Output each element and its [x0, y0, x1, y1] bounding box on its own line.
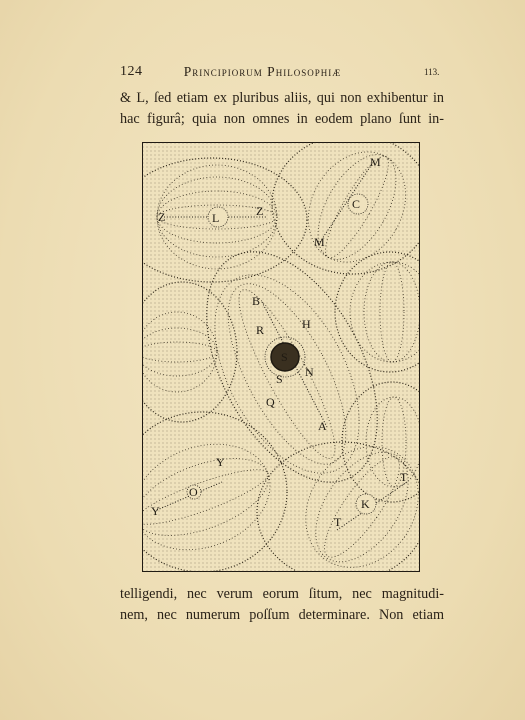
label-o: O: [189, 485, 198, 499]
label-t-right: T: [400, 470, 408, 484]
body-text-line: nem, nec numerum poſſum determinare. Non etiam: [120, 607, 444, 623]
label-n: N: [305, 365, 314, 379]
marginal-note: 113.: [424, 67, 440, 77]
vortex-figure: [142, 142, 420, 572]
label-t-lower: T: [334, 515, 342, 529]
label-m-top: M: [370, 155, 381, 169]
label-z-left: Z: [158, 210, 166, 224]
label-y-upper: Y: [216, 455, 225, 469]
label-s-lower: S: [276, 372, 283, 386]
label-q: Q: [266, 395, 275, 409]
label-z-right: Z: [256, 204, 264, 218]
label-y-lower: Y: [151, 504, 160, 518]
body-text-line: telligendi, nec verum eorum ſitum, nec magnitudi-: [120, 586, 444, 602]
body-text-line: & L, ſed etiam ex pluribus aliis, qui non exhibentur in: [120, 90, 444, 106]
label-h: H: [302, 317, 311, 331]
vortex-diagram: [142, 142, 420, 572]
body-text-line: hac figurâ; quia non omnes in eodem plano ſunt in-: [120, 111, 444, 127]
label-a: A: [318, 419, 327, 433]
label-c: C: [352, 197, 361, 211]
running-title: Principiorum Philosophiæ: [183, 64, 342, 79]
page-number: 124: [120, 64, 143, 79]
label-l: L: [212, 211, 220, 225]
label-r: R: [256, 323, 265, 337]
label-m-mid: M: [314, 235, 325, 249]
label-s-sun: S: [281, 350, 288, 364]
label-b: B: [252, 294, 261, 308]
label-k: K: [361, 497, 370, 511]
